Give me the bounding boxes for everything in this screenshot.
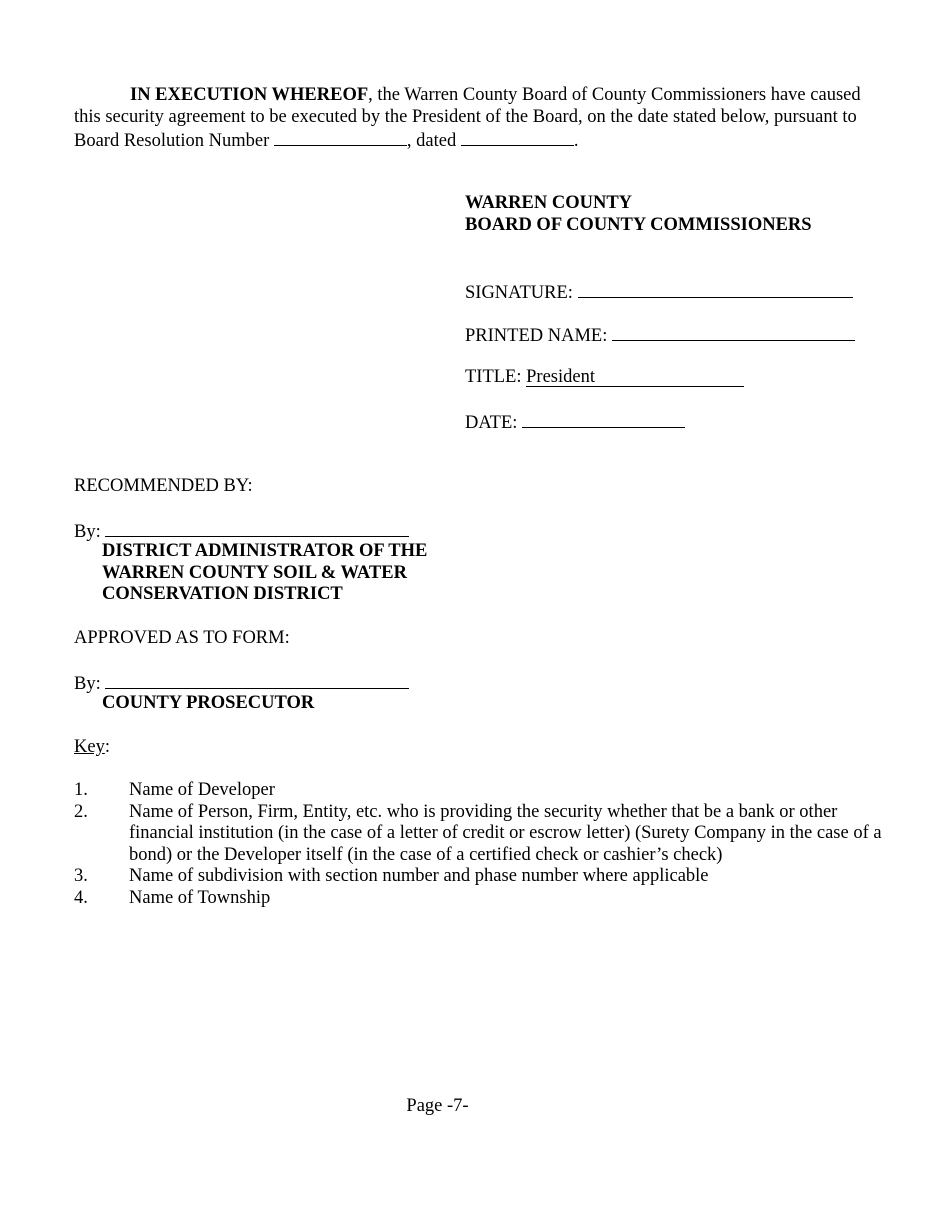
recommended-by-row [74, 519, 409, 544]
resolution-number-blank[interactable] [274, 128, 407, 146]
key-item-text: Name of Person, Firm, Entity, etc. who is providing the security whether that be a bank or other financial institution (in the case of a letter of credit or escrow letter) (Surety Company in the case of a bond) or the Developer itself (in the case of a certified check or cashier’s check) [129, 801, 882, 865]
recommended-signature-line[interactable] [105, 519, 409, 537]
key-item-number: 2. [74, 801, 88, 822]
approved-signature-line[interactable] [105, 671, 409, 689]
signature-label: SIGNATURE: [465, 283, 573, 303]
recommended-official-line3: CONSERVATION DISTRICT [102, 584, 343, 604]
printed-name-field [465, 323, 855, 348]
key-heading [74, 737, 110, 759]
signature-line[interactable] [578, 280, 853, 298]
key-item-text: Name of Developer [129, 780, 275, 800]
key-item-text: Name of Township [129, 887, 271, 908]
title-line[interactable] [526, 369, 744, 387]
approved-by-row [74, 671, 409, 696]
page-number: Page -7- [406, 1096, 469, 1116]
county-name: WARREN COUNTY [465, 193, 633, 213]
title-field [465, 367, 744, 389]
date-field [465, 410, 685, 435]
approved-by-label: By: [74, 674, 101, 694]
key-item-number: 3. [74, 866, 88, 886]
printed-name-line[interactable] [612, 323, 855, 341]
date-label: DATE: [465, 413, 518, 433]
recommended-heading: RECOMMENDED BY: [74, 476, 253, 496]
recommended-official [102, 541, 427, 606]
key-heading-colon: : [104, 737, 110, 757]
execution-lead: IN EXECUTION WHEREOF [130, 85, 369, 105]
title-value: President [526, 367, 595, 387]
key-item-text: Name of subdivision with section number and phase number where applicable [129, 866, 709, 886]
execution-text-2: , dated [406, 131, 461, 151]
execution-paragraph [74, 85, 884, 153]
county-heading [465, 193, 812, 236]
key-heading-text: Key [74, 737, 105, 757]
approved-official: COUNTY PROSECUTOR [102, 693, 315, 713]
key-item [74, 802, 884, 867]
key-item-number: 1. [74, 780, 88, 800]
board-name: BOARD OF COUNTY COMMISSIONERS [465, 214, 812, 235]
approved-heading: APPROVED AS TO FORM: [74, 628, 290, 648]
date-line[interactable] [522, 410, 685, 428]
execution-text-3: . [573, 131, 579, 151]
key-item [74, 780, 884, 802]
key-item [74, 866, 884, 888]
recommended-official-line2: WARREN COUNTY SOIL & WATER [102, 562, 407, 583]
printed-name-label: PRINTED NAME: [465, 326, 608, 346]
recommended-official-line1: DISTRICT ADMINISTRATOR OF THE [102, 541, 428, 561]
key-item [74, 888, 884, 910]
title-label: TITLE: [465, 367, 522, 387]
execution-text-1: , the Warren County Board of County Commissioners have caused this security agreement to be executed by the President of the Board, on the date stated below, pursuant to Board Resolution Number [74, 85, 861, 151]
resolution-date-blank[interactable] [461, 128, 574, 146]
recommended-by-label: By: [74, 522, 101, 542]
key-item-number: 4. [74, 887, 88, 908]
key-list [74, 780, 884, 909]
signature-field [465, 280, 853, 305]
